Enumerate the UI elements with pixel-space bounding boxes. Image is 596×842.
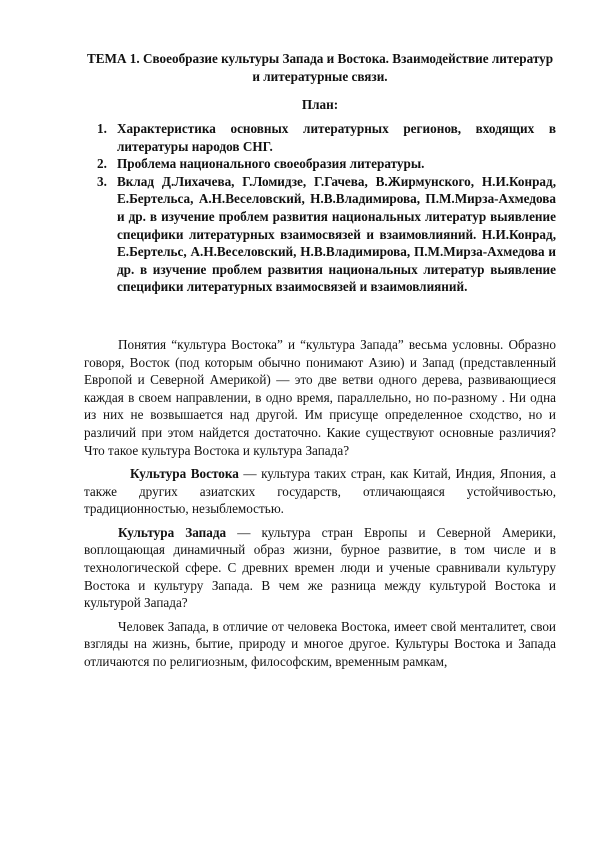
body-paragraph xyxy=(84,618,556,671)
paragraph-text: Понятия “культура Востока” и “культура Запада” весьма условны. Образно говоря, Восток (под которым обычно понимают Азию) и Запад (представленный Европой и Северной Америкой) — это две ветви одного дерева, развивающиеся каждая в своем направлении, в одно время, параллельно, но по-разному . Ни одна из них не возвышается над другой. Им присуще определенное сходство, но и различий при этом найдется достаточно. Какие существуют основные различия? Что такое культура Востока и культура Запада? xyxy=(84,336,556,458)
body-paragraph xyxy=(84,465,556,518)
paragraph-text: — культура таких стран, как Китай, Индия, Япония, а также других азиатских государств, отличающаяся устойчивостью, традиционностью, незыблемостью. xyxy=(84,466,556,517)
plan-item-number: 1. xyxy=(97,121,107,136)
plan-item xyxy=(97,120,556,155)
plan-item-number: 2. xyxy=(97,156,107,172)
plan-item-text: Проблема национального своеобразия литературы. xyxy=(117,156,425,172)
plan-heading: План: xyxy=(301,97,339,112)
plan-item-number: 3. xyxy=(97,173,107,189)
body-paragraph xyxy=(84,336,556,459)
section-spacer xyxy=(84,296,556,336)
document-title: ТЕМА 1. Своеобразие культуры Запада и Востока. Взаимодействие литератур и литературные связи. xyxy=(86,51,554,84)
plan-item-text: Вклад Д.Лихачева, Г.Ломидзе, Г.Гачева, В.Жирмунского, Н.И.Конрад, Е.Бертельса, А.Н.Веселовский, Н.В.Владимирова, П.М.Мирза-Ахмедова и др. в изучение проблем развития национальных литератур выявление специфики литературных взаимосвязей и взаимовлияний. Н.И.Конрад, Е.Бертельс, А.Н.Веселовский, Н.В.Владимирова, П.М.Мирза-Ахмедова и др. в изучение проблем развития национальных литератур выявление специфики литературных взаимосвязей и взаимовлияний. xyxy=(117,173,556,295)
paragraph-text: — культура стран Европы и Северной Америки, воплощающая динамичный образ жизни, бурное развитие, в том числе и в технологической сфере. С древних времен люди и ученые сравнивали культуру Востока и культуру Запада. В чем же разница между культурой Востока и культурой Запада? xyxy=(84,524,556,611)
body-paragraph xyxy=(84,524,556,612)
paragraph-lead: Культура Запада xyxy=(118,524,227,540)
document-page xyxy=(84,50,556,671)
plan-item xyxy=(97,173,556,296)
paragraph-lead: Культура Востока xyxy=(130,466,239,482)
plan-item-text: Характеристика основных литературных регионов, входящих в литературы народов СНГ. xyxy=(117,121,556,154)
paragraph-text: Человек Запада, в отличие от человека Востока, имеет свой менталитет, свои взгляды на жизнь, бытие, природу и многое другое. Культуры Востока и Запада отличаются по религиозным, философским, временным рамкам, xyxy=(84,618,556,670)
plan-list xyxy=(84,120,556,296)
plan-item xyxy=(97,155,556,173)
